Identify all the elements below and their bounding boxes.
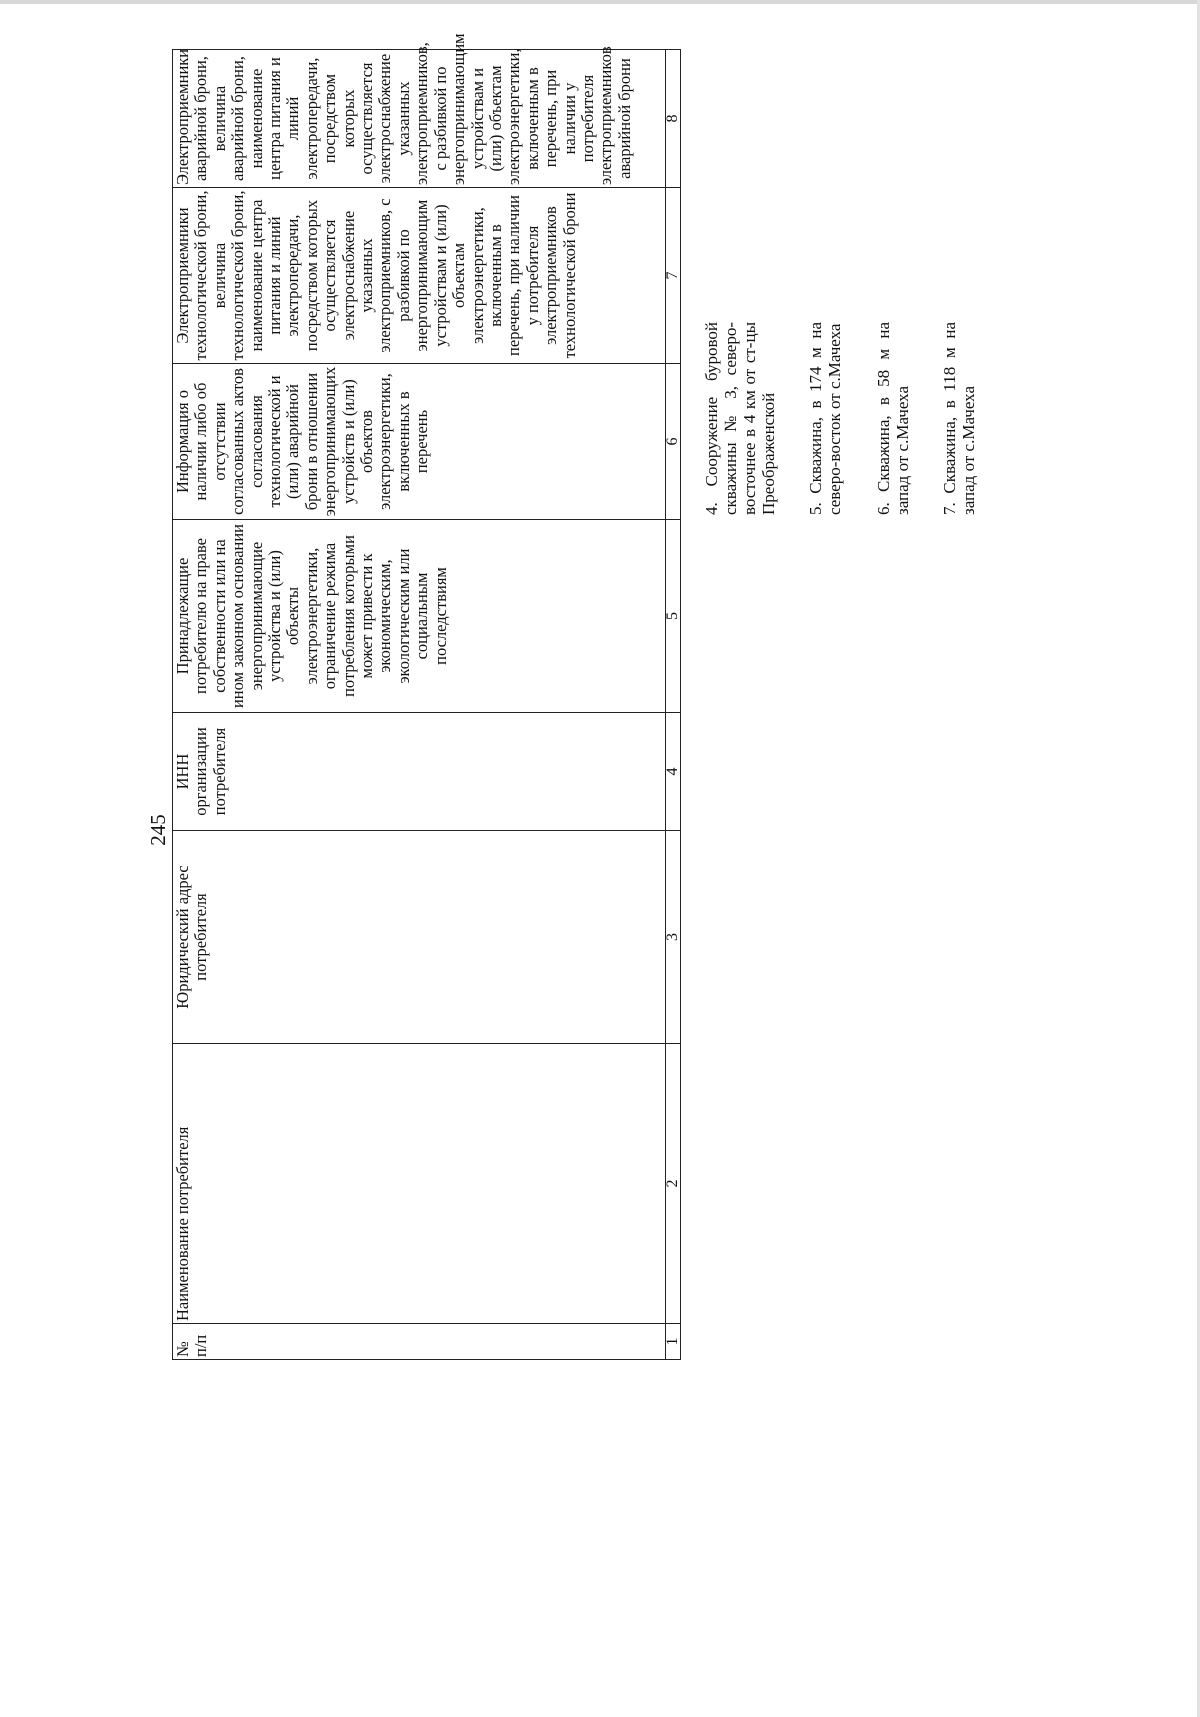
header-legal-address: Юридический адрес потребителя bbox=[173, 831, 666, 1044]
column-number: 8 bbox=[666, 50, 681, 188]
rotated-table-page bbox=[172, 33, 978, 1360]
column-5-entries bbox=[696, 50, 1016, 1360]
entry-item: 7. Скважина, в 118 м на запад от с.Мачеха bbox=[940, 322, 978, 515]
column-number: 6 bbox=[666, 364, 681, 520]
column-number: 3 bbox=[666, 831, 681, 1044]
header-consumer-name: Наименование потребителя bbox=[173, 1044, 666, 1324]
page-number: 245 bbox=[146, 814, 170, 846]
table-header-row bbox=[173, 50, 666, 1360]
header-inn: ИНН организации потребителя bbox=[173, 713, 666, 831]
header-technological-reserve: Электроприемники технологической брони, величина технологической брони, наименование центра питания и линий электропередачи, посредством которых осуществляется электроснабжение указанных электроприемников, с разбивкой по энергопринимающим устройствам и (или) объектам электроэнергетики, включенным в перечень, при наличии у потребителя электроприемников технологической брони bbox=[173, 188, 666, 364]
scan-edge-top bbox=[0, 0, 1200, 4]
entry-item: 4. Сооружение буровой скважины № 3, северо-восточнее в 4 км от ст-цы Преображенской bbox=[702, 322, 778, 515]
column-number: 7 bbox=[666, 188, 681, 364]
header-reservation-acts: Информация о наличии либо об отсутствии согласованных актов согласования технологической и (или) аварийной брони в отношении энергопринимающих устройств и (или) объектов электроэнергетики, включенных в перечень bbox=[173, 364, 666, 520]
column-number: 5 bbox=[666, 520, 681, 713]
header-number: № п/п bbox=[173, 1324, 666, 1360]
column-number-row bbox=[666, 50, 681, 1360]
entry-item: 6. Скважина, в 58 м на запад от с.Мачеха bbox=[874, 322, 912, 515]
column-number: 4 bbox=[666, 713, 681, 831]
column-number: 2 bbox=[666, 1044, 681, 1324]
header-emergency-reserve: Электроприемники аварийной брони, величина аварийной брони, наименование центра питания и линий электропередачи, посредством которых осуществляется электроснабжение указанных электроприемников, с разбивкой по энергопринимающим устройствам и (или) объектам электроэнергетики, включенным в перечень, при наличии у потребителя электроприемников аварийной брони bbox=[173, 50, 666, 188]
consumer-table bbox=[172, 33, 681, 1360]
header-owned-devices: Принадлежащие потребителю на праве собственности или на ином законном основании энергопринимающие устройства и (или) объекты электроэнергетики, ограничение режима потребления которыми может привести к экономическим, экологическим или социальным последствиям bbox=[173, 520, 666, 713]
entry-item: 5. Скважина, в 174 м на северо-восток от с.Мачеха bbox=[806, 322, 844, 515]
column-number: 1 bbox=[666, 1324, 681, 1360]
